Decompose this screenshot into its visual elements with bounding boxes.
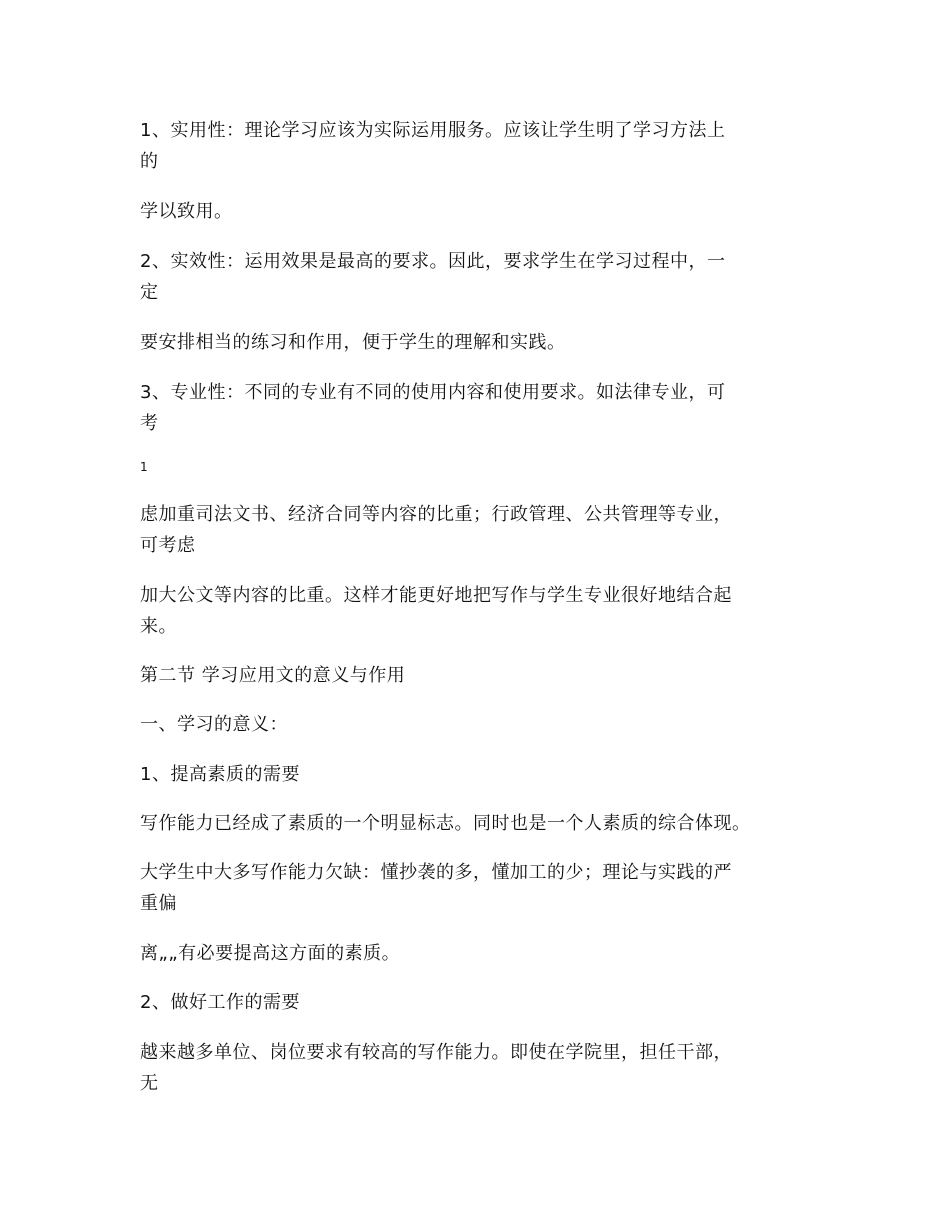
text-line: 的 [140,151,159,172]
text-line: 越来越多单位、岗位要求有较高的写作能力。即使在学院里，担任干部， [140,1042,732,1063]
text-line: 写作能力已经成了素质的一个明显标志。同时也是一个人素质的综合体现。 [140,813,751,834]
text-line: 来。 [140,616,177,637]
item-heading: 1、提高素质的需要 [140,764,300,785]
text-line: 考 [140,413,159,434]
text-line: 加大公文等内容的比重。这样才能更好地把写作与学生专业很好地结合起 [140,585,732,606]
text-line: 可考虑 [140,535,196,556]
subsection-heading: 一、学习的意义： [140,714,288,735]
item-heading: 2、做好工作的需要 [140,992,300,1013]
text-line: 定 [140,282,159,303]
text-line: 1、实用性：理论学习应该为实际运用服务。应该让学生明了学习方法上 [140,120,726,141]
page-number: 1 [140,460,148,474]
text-line: 要安排相当的练习和作用，便于学生的理解和实践。 [140,332,566,353]
text-line: 重偏 [140,893,177,914]
text-line: 学以致用。 [140,201,233,222]
text-line: 虑加重司法文书、经济合同等内容的比重；行政管理、公共管理等专业， [140,504,732,525]
text-line: 大学生中大多写作能力欠缺：懂抄袭的多，懂加工的少；理论与实践的严 [140,862,732,883]
text-line: 2、实效性：运用效果是最高的要求。因此，要求学生在学习过程中，一 [140,251,726,272]
text-line: 3、专业性：不同的专业有不同的使用内容和使用要求。如法律专业，可 [140,382,726,403]
text-line: 无 [140,1073,159,1094]
text-line: 离„„有必要提高这方面的素质。 [140,943,401,964]
section-heading: 第二节 学习应用文的意义与作用 [140,665,406,686]
